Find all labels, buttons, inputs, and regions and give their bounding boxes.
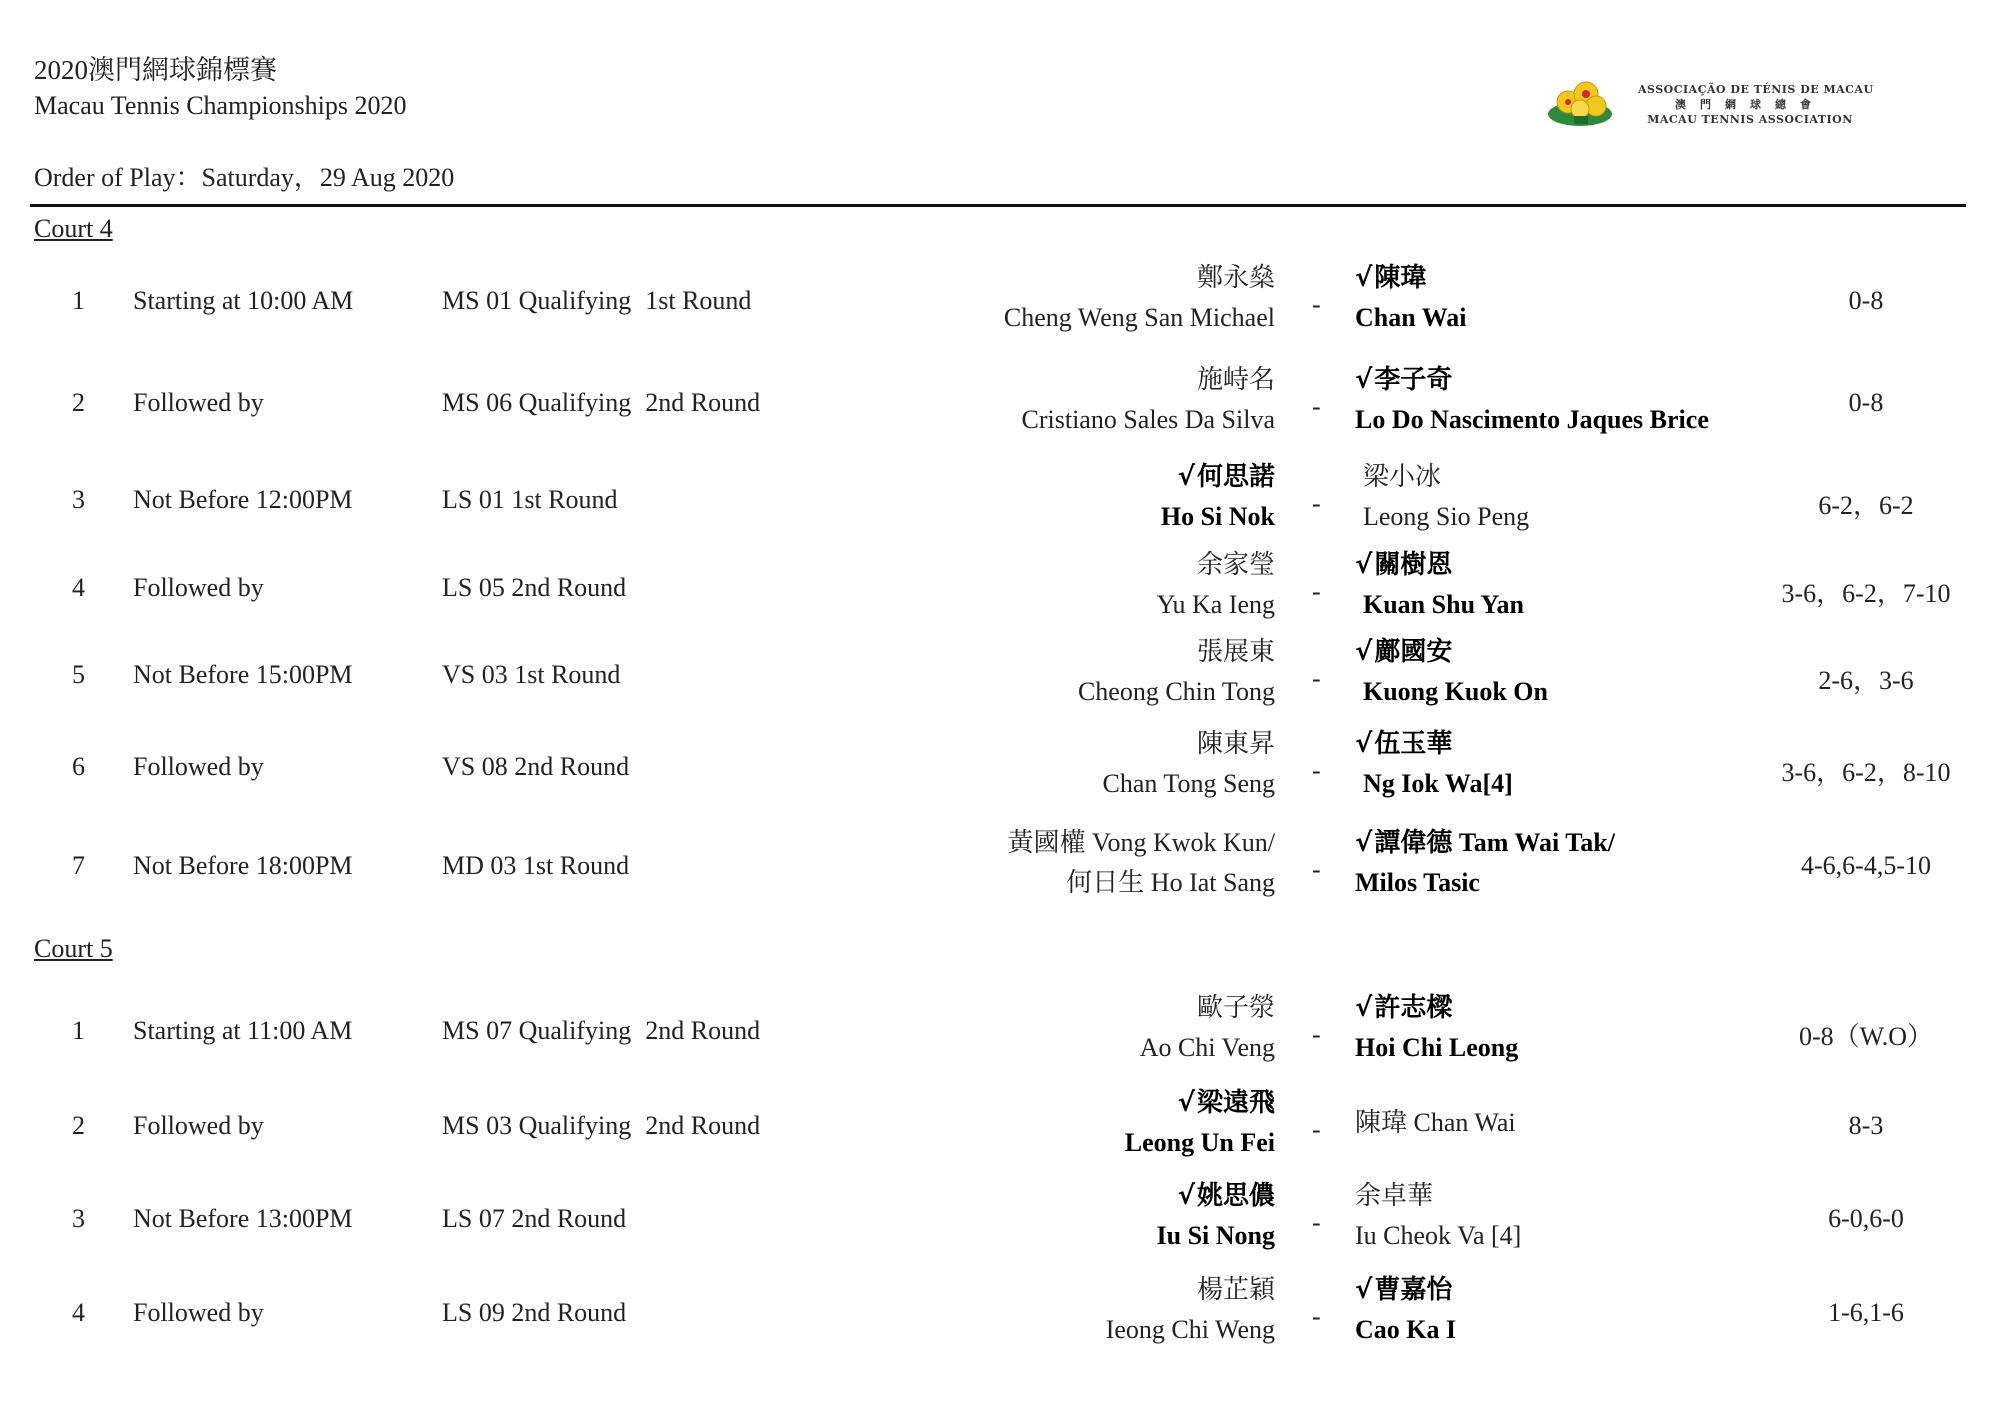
right-player-line-2: Chan Wai [1355,303,1467,332]
winner-check-icon: √ [1355,1275,1373,1305]
left-player [1157,545,1275,625]
left-player-line-2: Yu Ka Ieng [1156,590,1275,619]
match-event [442,1204,626,1234]
left-player-name: 何思諾 [1196,462,1275,491]
left-player-name: 陳東昇 [1196,729,1275,758]
right-player-name: 關樹恩 [1374,550,1453,579]
event-code: LS 01 1st Round [442,485,618,514]
match-row [0,545,1995,633]
right-player-name: 梁小冰 [1363,462,1442,491]
right-player-line-1 [1355,545,1524,585]
event-code: MS 06 Qualifying [442,388,632,417]
match-number: 7 [72,851,85,880]
match-time: Followed by [133,1111,264,1140]
match-score: 4-6,6-4,5-10 [1801,851,1931,880]
order-of-play-date: Order of Play：Saturday，29 Aug 2020 [34,163,455,192]
right-player-name: 陳瑋 Chan Wai [1355,1108,1516,1137]
right-player-name: 譚偉德 Tam Wai Tak/ [1374,828,1615,857]
right-player-name: 許志樑 [1374,993,1453,1022]
winner-check-icon: √ [1177,1181,1195,1211]
left-player-line-1 [1140,988,1275,1028]
versus-dash: - [1312,577,1321,606]
versus-dash: - [1312,1115,1321,1144]
match-time: Followed by [133,388,264,417]
match-row [0,360,1995,448]
event-code: MS 03 Qualifying [442,1111,632,1140]
event-round: 1st Round [645,286,752,315]
winner-check-icon: √ [1355,828,1373,858]
left-player-name: 施峙名 [1196,365,1275,394]
match-row [0,1270,1995,1358]
match-score: 2-6，3-6 [1818,666,1914,695]
winner-check-icon: √ [1355,365,1373,395]
left-player-name: 梁遠飛 [1196,1088,1275,1117]
match-score: 0-8 [1848,286,1884,315]
match-event [442,573,626,603]
match-score: 3-6，6-2，7-10 [1781,579,1951,608]
right-player-line-1 [1355,360,1709,400]
match-number: 6 [72,752,85,781]
match-time: Followed by [133,752,264,781]
right-player-line-1 [1355,258,1467,298]
title-english: Macau Tennis Championships 2020 [34,91,407,120]
event-code: LS 05 2nd Round [442,573,627,602]
match-event [442,485,618,515]
match-row [0,1176,1995,1264]
versus-dash: - [1312,855,1321,884]
left-player [1161,457,1275,537]
right-player [1355,258,1467,338]
left-player-line-2: Iu Si Nong [1156,1221,1275,1250]
match-event [442,1016,760,1046]
match-event [442,1298,626,1328]
match-time: Not Before 18:00PM [133,851,353,880]
match-time: Not Before 13:00PM [133,1204,353,1233]
match-number: 4 [72,1298,85,1327]
right-player-line-1 [1355,457,1529,497]
right-player [1355,545,1524,625]
left-player-line-2: Cristiano Sales Da Silva [1021,405,1275,434]
right-player-line-2: Cao Ka I [1355,1315,1457,1344]
match-score: 3-6，6-2，8-10 [1781,758,1951,787]
logo-line-chinese: 澳門網球總會 [1675,98,1825,111]
match-number: 1 [72,1016,85,1045]
versus-dash: - [1312,489,1321,518]
match-score: 6-0,6-0 [1828,1204,1904,1233]
match-row [0,457,1995,545]
association-logo [1546,76,1874,128]
match-score: 8-3 [1848,1111,1884,1140]
left-player-line-1 [1078,632,1275,672]
match-event [442,752,629,782]
match-score: 6-2，6-2 [1818,491,1914,520]
left-player-line-2: 何日生 Ho Iat Sang [1066,868,1275,897]
right-player-line-2: Kuan Shu Yan [1363,590,1524,619]
right-player [1355,823,1615,903]
left-player-name: 鄭永燊 [1196,263,1275,292]
left-player-name: 張展東 [1196,637,1275,666]
left-player-name: 余家瑩 [1196,550,1275,579]
left-player-line-1 [1103,724,1275,764]
left-player-line-1 [1022,360,1275,400]
title-chinese: 2020澳門網球錦標賽 [34,55,277,85]
event-code: VS 08 2nd Round [442,752,630,781]
right-player [1355,724,1513,804]
match-time: Not Before 12:00PM [133,485,353,514]
winner-check-icon: √ [1177,1088,1195,1118]
right-player [1355,457,1529,537]
versus-dash: - [1312,290,1321,319]
match-number: 2 [72,388,85,417]
right-player-line-1 [1355,632,1548,672]
left-player-line-1 [1157,1176,1276,1216]
right-player-line-2: Lo Do Nascimento Jaques Brice [1355,405,1709,434]
match-row [0,988,1995,1076]
right-player-line-2: Hoi Chi Leong [1355,1033,1519,1062]
event-round: 2nd Round [645,388,761,417]
match-score: 0-8（W.O） [1798,1022,1934,1051]
event-code: MS 01 Qualifying [442,286,632,315]
right-player-name: 鄺國安 [1374,637,1453,666]
event-round: 2nd Round [645,1016,761,1045]
court-heading-court-5: Court 5 [34,934,113,963]
match-number: 5 [72,660,85,689]
match-number: 2 [72,1111,85,1140]
match-score: 1-6,1-6 [1828,1298,1904,1327]
right-player-line-1 [1355,823,1615,863]
event-code: LS 07 2nd Round [442,1204,627,1233]
left-player-line-1 [1008,823,1275,863]
right-player-name: 余卓華 [1355,1181,1434,1210]
left-player-line-2: Ao Chi Veng [1139,1033,1275,1062]
left-player [1008,823,1275,903]
match-number: 3 [72,485,85,514]
match-event [442,851,629,881]
right-player [1355,988,1518,1068]
left-player-line-1 [1004,258,1275,298]
winner-check-icon: √ [1177,462,1195,492]
match-time: Followed by [133,573,264,602]
left-player-line-1 [1106,1270,1275,1310]
winner-check-icon: √ [1355,637,1373,667]
right-player-line-2: Milos Tasic [1355,868,1480,897]
match-time: Followed by [133,1298,264,1327]
right-player-line-1 [1355,1270,1456,1310]
left-player-line-1 [1161,457,1275,497]
right-player-line-2: Ng Iok Wa[4] [1363,769,1513,798]
match-row [0,823,1995,911]
match-event [442,286,751,316]
left-player-line-1 [1125,1083,1275,1123]
court-heading-court-4: Court 4 [34,214,113,243]
match-number: 3 [72,1204,85,1233]
left-player-line-2: Ieong Chi Weng [1105,1315,1275,1344]
event-code: VS 03 1st Round [442,660,621,689]
right-player-line-2: Iu Cheok Va [4] [1355,1221,1522,1250]
right-player [1355,360,1709,440]
right-player-line-1 [1355,724,1513,764]
left-player-line-2: Cheng Weng San Michael [1003,303,1275,332]
header-divider [30,204,1966,207]
left-player [1125,1083,1275,1163]
versus-dash: - [1312,1020,1321,1049]
versus-dash: - [1312,664,1321,693]
logo-line-english: MACAU TENNIS ASSOCIATION [1647,113,1853,126]
left-player [1078,632,1275,712]
right-player-line-2: Kuong Kuok On [1363,677,1548,706]
right-player-line-1 [1355,1103,1516,1143]
match-row [0,258,1995,346]
left-player [1004,258,1275,338]
match-score: 0-8 [1848,388,1884,417]
left-player-line-2: Leong Un Fei [1124,1128,1275,1157]
match-row [0,724,1995,812]
left-player-line-2: Ho Si Nok [1160,502,1275,531]
winner-check-icon: √ [1355,729,1373,759]
left-player-line-2: Cheong Chin Tong [1077,677,1275,706]
left-player-name: 楊芷穎 [1196,1275,1275,1304]
right-player-name: 伍玉華 [1374,729,1453,758]
event-code: LS 09 2nd Round [442,1298,627,1327]
right-player [1355,1176,1521,1256]
left-player-name: 姚思儂 [1196,1181,1275,1210]
left-player [1022,360,1275,440]
right-player-name: 曹嘉怡 [1374,1275,1453,1304]
right-player-line-1 [1355,988,1518,1028]
versus-dash: - [1312,1208,1321,1237]
versus-dash: - [1312,756,1321,785]
event-code: MS 07 Qualifying [442,1016,632,1045]
match-time: Starting at 11:00 AM [133,1016,353,1045]
left-player [1140,988,1275,1068]
logo-line-portuguese: ASSOCIAÇÃO DE TÉNIS DE MACAU [1638,83,1874,96]
winner-check-icon: √ [1355,550,1373,580]
right-player-line-2: Leong Sio Peng [1363,502,1530,531]
winner-check-icon: √ [1355,263,1373,293]
match-event [442,1111,760,1141]
winner-check-icon: √ [1355,993,1373,1023]
match-row [0,1083,1995,1171]
right-player [1355,632,1548,712]
logo-wordmark [1638,82,1874,127]
right-player [1355,1270,1456,1350]
match-event [442,660,620,690]
left-player [1103,724,1275,804]
left-player [1106,1270,1275,1350]
event-code: MD 03 1st Round [442,851,630,880]
match-number: 1 [72,286,85,315]
versus-dash: - [1312,1302,1321,1331]
left-player-name: 歐子滎 [1196,993,1275,1022]
right-player-name: 李子奇 [1374,365,1453,394]
tennis-association-logo-icon [1546,76,1614,128]
left-player-line-2: Chan Tong Seng [1102,769,1275,798]
left-player-name: 黃國權 Vong Kwok Kun/ [1007,828,1275,857]
match-event [442,388,760,418]
match-time: Starting at 10:00 AM [133,286,354,315]
versus-dash: - [1312,392,1321,421]
left-player [1157,1176,1276,1256]
match-row [0,632,1995,720]
match-number: 4 [72,573,85,602]
right-player [1355,1103,1516,1183]
right-player-name: 陳瑋 [1374,263,1427,292]
match-time: Not Before 15:00PM [133,660,353,689]
event-round: 2nd Round [645,1111,761,1140]
left-player-line-1 [1157,545,1275,585]
right-player-line-1 [1355,1176,1521,1216]
